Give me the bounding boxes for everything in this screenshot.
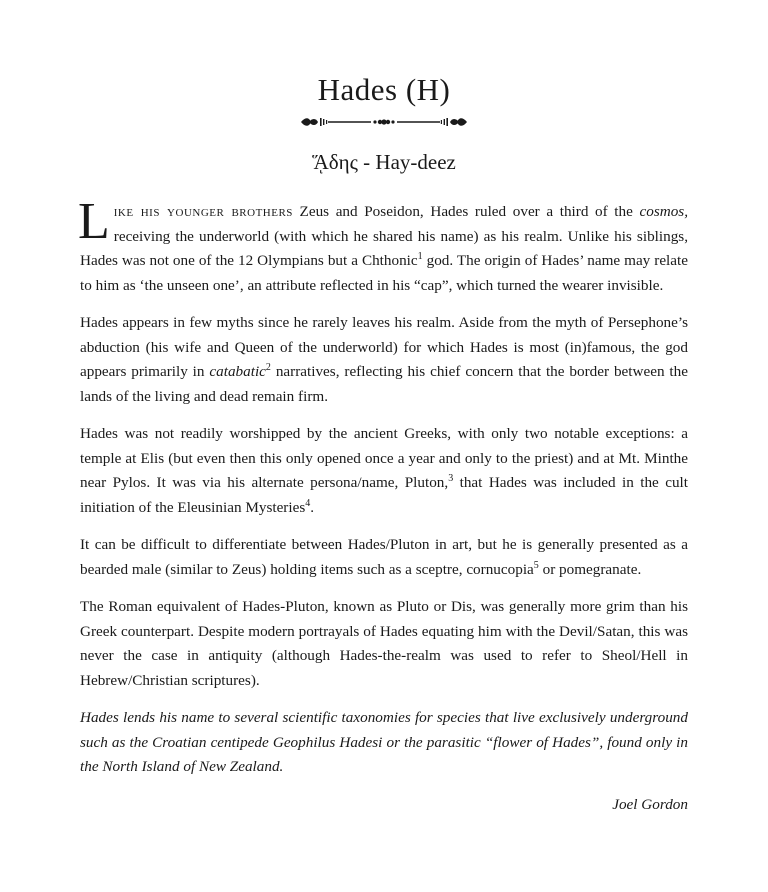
article-body bbox=[78, 193, 689, 817]
paragraph-text: Hades was not readily worshipped by the ancient Greeks, with only two notable exceptions: a temple at Elis (but even then this only opened once a year and only to the priest) and at Mt. Minthe near Pylos. It was via his alternate persona/name, Pluton, bbox=[80, 425, 688, 491]
drop-cap: L bbox=[78, 193, 110, 250]
footnote-ref: 4 bbox=[305, 497, 311, 509]
footnote-ref: 1 bbox=[417, 250, 423, 262]
paragraph-text: Zeus and Poseidon, Hades ruled over a third of the bbox=[292, 203, 640, 220]
paragraph-text: It can be difficult to differentiate between Hades/Pluton in art, but he is generally presented as a bearded male (similar to Zeus) holding items such as a sceptre, cornucopia bbox=[80, 536, 688, 578]
paragraph-2 bbox=[80, 311, 688, 409]
paragraph-text: that Hades was included in the cult initiation of the Eleusinian Mysteries bbox=[80, 474, 688, 516]
page-title: Hades (H) bbox=[317, 72, 451, 107]
fleuron-divider-icon bbox=[0, 114, 768, 135]
paragraph-6-italic-note: Hades lends his name to several scientific taxonomies for species that live exclusively underground such as the Croatian centipede Geophilus Hadesi or the parasitic “flower of Hades”, found only in the North Island of New Zealand. bbox=[80, 709, 688, 775]
paragraph-4 bbox=[80, 533, 688, 582]
emphasis-cosmos: cosmos, bbox=[639, 203, 689, 220]
paragraph-text: or pomegranate. bbox=[538, 560, 642, 578]
paragraph-1 bbox=[78, 193, 689, 298]
paragraph-text: receiving the underworld (with which he shared his name) as his realm. Unlike his siblings, Hades was not one of the 12 Olympians but a Chthonic bbox=[80, 227, 688, 269]
pronunciation-subtitle: ᾍδης - Hay-deez bbox=[312, 150, 456, 174]
paragraph-text: god. The origin of Hades’ name may relate to him as ‘the unseen one’, an attribute reflected in his “cap”, which turned the wearer invisible. bbox=[80, 252, 688, 294]
lead-in-smallcaps: ike his younger brothers bbox=[113, 203, 293, 220]
paragraph-text: narratives, reflecting his chief concern that the border between the lands of the living and dead remain firm. bbox=[80, 363, 688, 405]
footnote-ref: 5 bbox=[533, 559, 539, 571]
paragraph-3 bbox=[80, 422, 688, 520]
author-signature: Joel Gordon bbox=[612, 795, 688, 813]
emphasis-catabatic: catabatic bbox=[209, 363, 266, 380]
footnote-ref: 3 bbox=[448, 472, 454, 484]
paragraph-5: The Roman equivalent of Hades-Pluton, known as Pluto or Dis, was generally more grim than his Greek counterpart. Despite modern portrayals of Hades equating him with the Devil/Satan, this was never the case in antiquity (although Hades-the-realm was used to refer to Sheol/Hell in Hebrew/Christian scriptures). bbox=[80, 598, 688, 689]
footnote-ref: 2 bbox=[265, 361, 271, 373]
paragraph-text: Hades appears in few myths since he rarely leaves his realm. Aside from the myth of Persephone’s abduction (his wife and Queen of the underworld) for which Hades is most (in)famous, the god appears primarily in bbox=[80, 314, 688, 380]
paragraph-text: . bbox=[310, 498, 315, 516]
